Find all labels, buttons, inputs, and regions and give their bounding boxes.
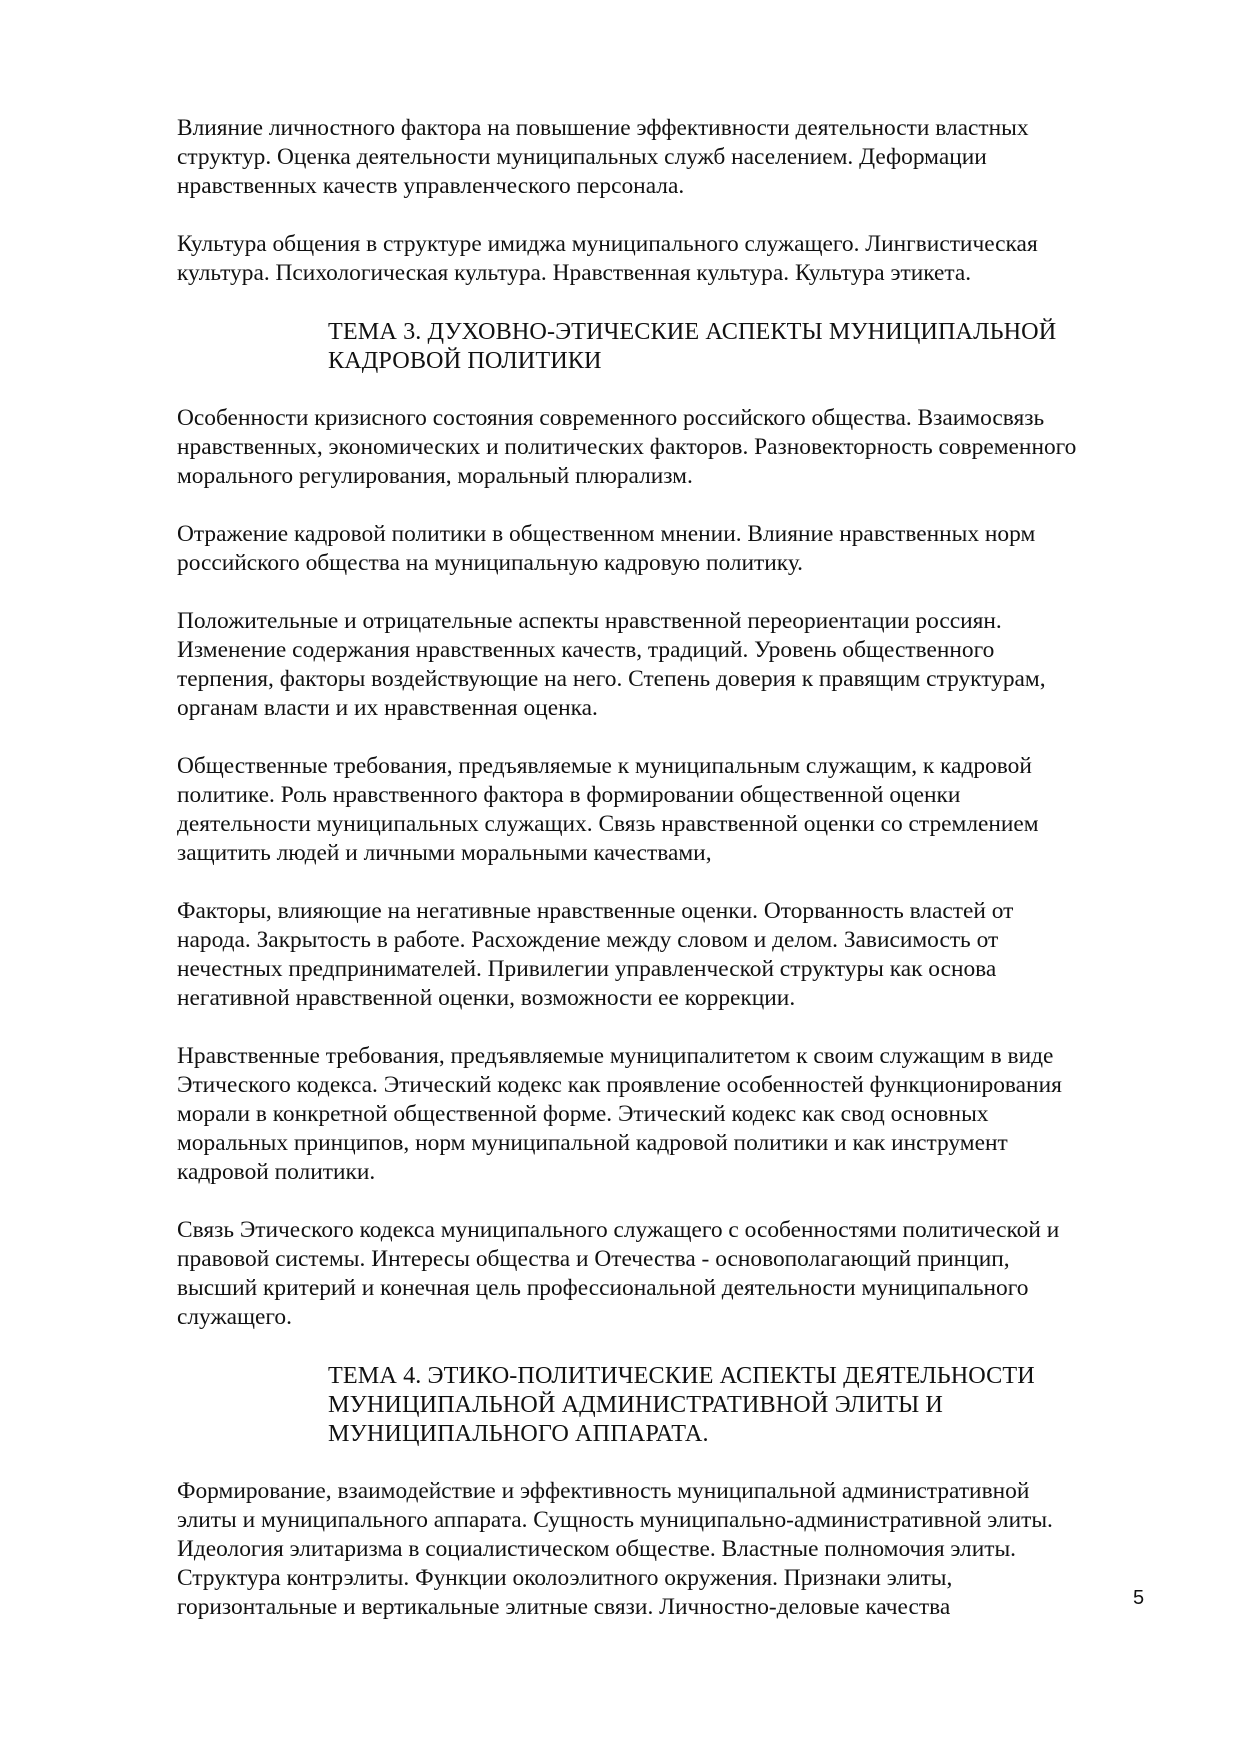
text-line: морального регулирования, моральный плюрализм. [177, 463, 693, 489]
text-line: морали в конкретной общественной форме. Этический кодекс как свод основных [177, 1101, 989, 1127]
heading-line: МУНИЦИПАЛЬНОГО АППАРАТА. [328, 1420, 709, 1447]
paragraph [177, 404, 1157, 491]
text-line: горизонтальные и вертикальные элитные связи. Личностно-деловые качества [177, 1594, 951, 1620]
text-line: Влияние личностного фактора на повышение эффективности деятельности властных [177, 115, 1029, 141]
section-heading-topic-3 [328, 317, 1157, 375]
text-line: Особенности кризисного состояния современного российского общества. Взаимосвязь [177, 405, 1045, 431]
text-line: народа. Закрытость в работе. Расхождение между словом и делом. Зависимость от [177, 927, 999, 953]
paragraph [177, 607, 1157, 723]
text-line: Структура контрэлиты. Функции околоэлитного окружения. Признаки элиты, [177, 1565, 953, 1591]
text-line: структур. Оценка деятельности муниципальных служб населением. Деформации [177, 144, 987, 170]
text-line: Связь Этического кодекса муниципального служащего с особенностями политической и [177, 1217, 1060, 1243]
text-line: моральных принципов, норм муниципальной кадровой политики и как инструмент [177, 1130, 1008, 1156]
text-line: кадровой политики. [177, 1159, 376, 1185]
text-line: Этического кодекса. Этический кодекс как проявление особенностей функционирования [177, 1072, 1062, 1098]
page-number: 5 [1133, 1587, 1145, 1609]
paragraph [177, 752, 1157, 868]
text-line: Факторы, влияющие на негативные нравственные оценки. Оторванность властей от [177, 898, 1014, 924]
text-line: защитить людей и личными моральными качествами, [177, 840, 712, 866]
text-line: Изменение содержания нравственных качеств, традиций. Уровень общественного [177, 637, 995, 663]
text-line: деятельности муниципальных служащих. Связь нравственной оценки со стремлением [177, 811, 1039, 837]
paragraph [177, 1477, 1157, 1622]
text-line: Культура общения в структуре имиджа муниципального служащего. Лингвистическая [177, 231, 1038, 257]
text-line: культура. Психологическая культура. Нравственная культура. Культура этикета. [177, 260, 972, 286]
text-line: высший критерий и конечная цель профессиональной деятельности муниципального [177, 1275, 1029, 1301]
text-line: Нравственные требования, предъявляемые муниципалитетом к своим служащим в виде [177, 1043, 1054, 1069]
text-line: нравственных качеств управленческого персонала. [177, 173, 685, 199]
text-column [177, 114, 1157, 1651]
text-line: правовой системы. Интересы общества и Отечества - основополагающий принцип, [177, 1246, 1010, 1272]
text-line: Формирование, взаимодействие и эффективность муниципальной административной [177, 1478, 1030, 1504]
paragraph [177, 897, 1157, 1013]
paragraph [177, 1216, 1157, 1332]
text-line: негативной нравственной оценки, возможности ее коррекции. [177, 985, 796, 1011]
text-line: служащего. [177, 1304, 292, 1330]
text-line: нравственных, экономических и политических факторов. Разновекторность современного [177, 434, 1077, 460]
heading-line: ТЕМА 3. ДУХОВНО-ЭТИЧЕСКИЕ АСПЕКТЫ МУНИЦИПАЛЬНОЙ [328, 318, 1057, 345]
text-line: органам власти и их нравственная оценка. [177, 695, 598, 721]
text-line: Отражение кадровой политики в общественном мнении. Влияние нравственных норм [177, 521, 1036, 547]
text-line: терпения, факторы воздействующие на него. Степень доверия к правящим структурам, [177, 666, 1046, 692]
paragraph [177, 520, 1157, 578]
paragraph [177, 114, 1157, 201]
heading-line: МУНИЦИПАЛЬНОЙ АДМИНИСТРАТИВНОЙ ЭЛИТЫ И [328, 1391, 943, 1418]
text-line: Идеология элитаризма в социалистическом обществе. Властные полномочия элиты. [177, 1536, 1017, 1562]
heading-line: КАДРОВОЙ ПОЛИТИКИ [328, 347, 602, 374]
text-line: Общественные требования, предъявляемые к муниципальным служащим, к кадровой [177, 753, 1032, 779]
heading-line: ТЕМА 4. ЭТИКО-ПОЛИТИЧЕСКИЕ АСПЕКТЫ ДЕЯТЕЛЬНОСТИ [328, 1362, 1035, 1389]
paragraph [177, 1042, 1157, 1187]
text-line: нечестных предпринимателей. Привилегии управленческой структуры как основа [177, 956, 997, 982]
text-line: российского общества на муниципальную кадровую политику. [177, 550, 804, 576]
text-line: элиты и муниципального аппарата. Сущность муниципально-административной элиты. [177, 1507, 1053, 1533]
text-line: политике. Роль нравственного фактора в формировании общественной оценки [177, 782, 961, 808]
paragraph [177, 230, 1157, 288]
section-heading-topic-4 [328, 1361, 1157, 1448]
text-line: Положительные и отрицательные аспекты нравственной переориентации россиян. [177, 608, 1002, 634]
